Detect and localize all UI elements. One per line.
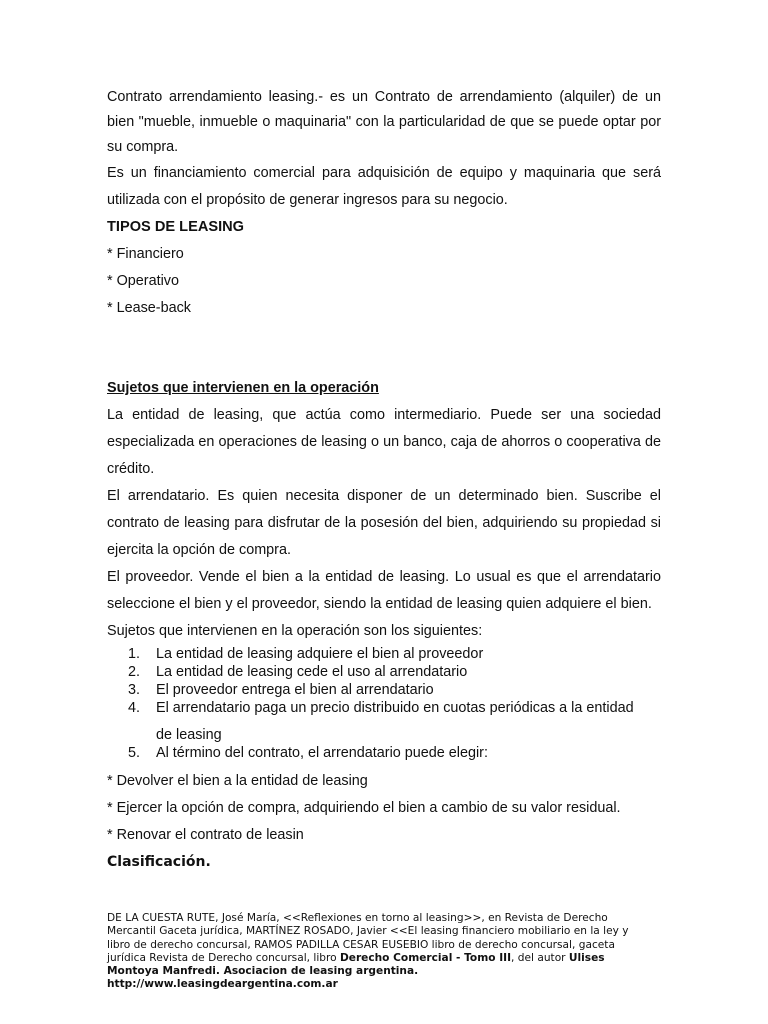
list-text-continued: de leasing <box>156 727 222 743</box>
sujetos-paragraph-3: El proveedor. Vende el bien a la entidad de leasing. Lo usual es que el arrendatario seleccione el bien y el proveedor, siendo la entidad de leasing quien adquiere el bien. <box>107 569 661 612</box>
references-text-2: , del autor <box>511 951 569 964</box>
list-text: La entidad de leasing cede el uso al arrendatario <box>156 664 468 680</box>
list-item <box>107 681 661 699</box>
list-number: 5. <box>128 745 141 761</box>
list-number: 3. <box>128 682 141 698</box>
tipos-item: * Lease-back <box>107 300 191 316</box>
sujetos-paragraph-4: Sujetos que intervienen en la operación son los siguientes: <box>107 623 483 639</box>
option-item: * Renovar el contrato de leasin <box>107 827 304 843</box>
list-text: El arrendatario paga un precio distribuido en cuotas periódicas a la entidad <box>156 700 634 716</box>
document-page <box>107 85 661 876</box>
tipos-item: * Financiero <box>107 246 184 262</box>
list-text: Al término del contrato, el arrendatario puede elegir: <box>156 745 488 761</box>
list-number: 1. <box>128 646 141 662</box>
list-text: El proveedor entrega el bien al arrendatario <box>156 682 434 698</box>
references-author-link: Ulises Montoya Manfredi. Asociacion de leasing argentina. http://www.leasingdeargentina.com.ar <box>107 951 605 991</box>
sujetos-heading: Sujetos que intervienen en la operación <box>107 380 379 396</box>
list-item <box>107 645 661 663</box>
list-item <box>107 663 661 681</box>
clasificacion-heading: Clasificación. <box>107 854 211 870</box>
intro-paragraph-2: Es un financiamiento comercial para adquisición de equipo y maquinaria que será utilizada con el propósito de generar ingresos para su negocio. <box>107 165 661 208</box>
tipos-item: * Operativo <box>107 273 179 289</box>
list-number: 2. <box>128 664 141 680</box>
sujetos-paragraph-2: El arrendatario. Es quien necesita disponer de un determinado bien. Suscribe el contrato de leasing para disfrutar de la posesión del bien, adquiriendo su propiedad si ejercita la opción de compra. <box>107 488 661 558</box>
option-item: * Devolver el bien a la entidad de leasing <box>107 773 368 789</box>
list-number: 4. <box>128 700 141 716</box>
steps-list <box>107 645 661 762</box>
references-book-title: Derecho Comercial - Tomo III <box>339 951 512 964</box>
list-item <box>107 744 661 762</box>
references-footnote <box>107 912 637 992</box>
list-text: La entidad de leasing adquiere el bien al proveedor <box>156 646 484 662</box>
spacer <box>107 322 661 375</box>
tipos-heading: TIPOS DE LEASING <box>107 219 245 235</box>
intro-paragraph-1: Contrato arrendamiento leasing.- es un Contrato de arrendamiento (alquiler) de un bien "mueble, inmueble o maquinaria" con la particularidad de que se puede optar por su compra. <box>107 89 661 155</box>
list-item <box>107 699 661 744</box>
option-item: * Ejercer la opción de compra, adquiriendo el bien a cambio de su valor residual. <box>107 800 621 816</box>
references-text: DE LA CUESTA RUTE, José María, <<Reflexiones en torno al leasing>>, en Revista de Derecho Mercantil Gaceta jurídica, MARTÍNEZ ROSADO, Javier <<El leasing financiero mobiliario en la ley y libro de derecho concursal, RAMOS PADILLA CESAR EUSEBIO libro de derecho concursal, gaceta jurídica Revista de Derecho concursal, libro <box>107 912 629 964</box>
sujetos-paragraph-1: La entidad de leasing, que actúa como intermediario. Puede ser una sociedad especializada en operaciones de leasing o un banco, caja de ahorros o cooperativa de crédito. <box>107 407 661 477</box>
